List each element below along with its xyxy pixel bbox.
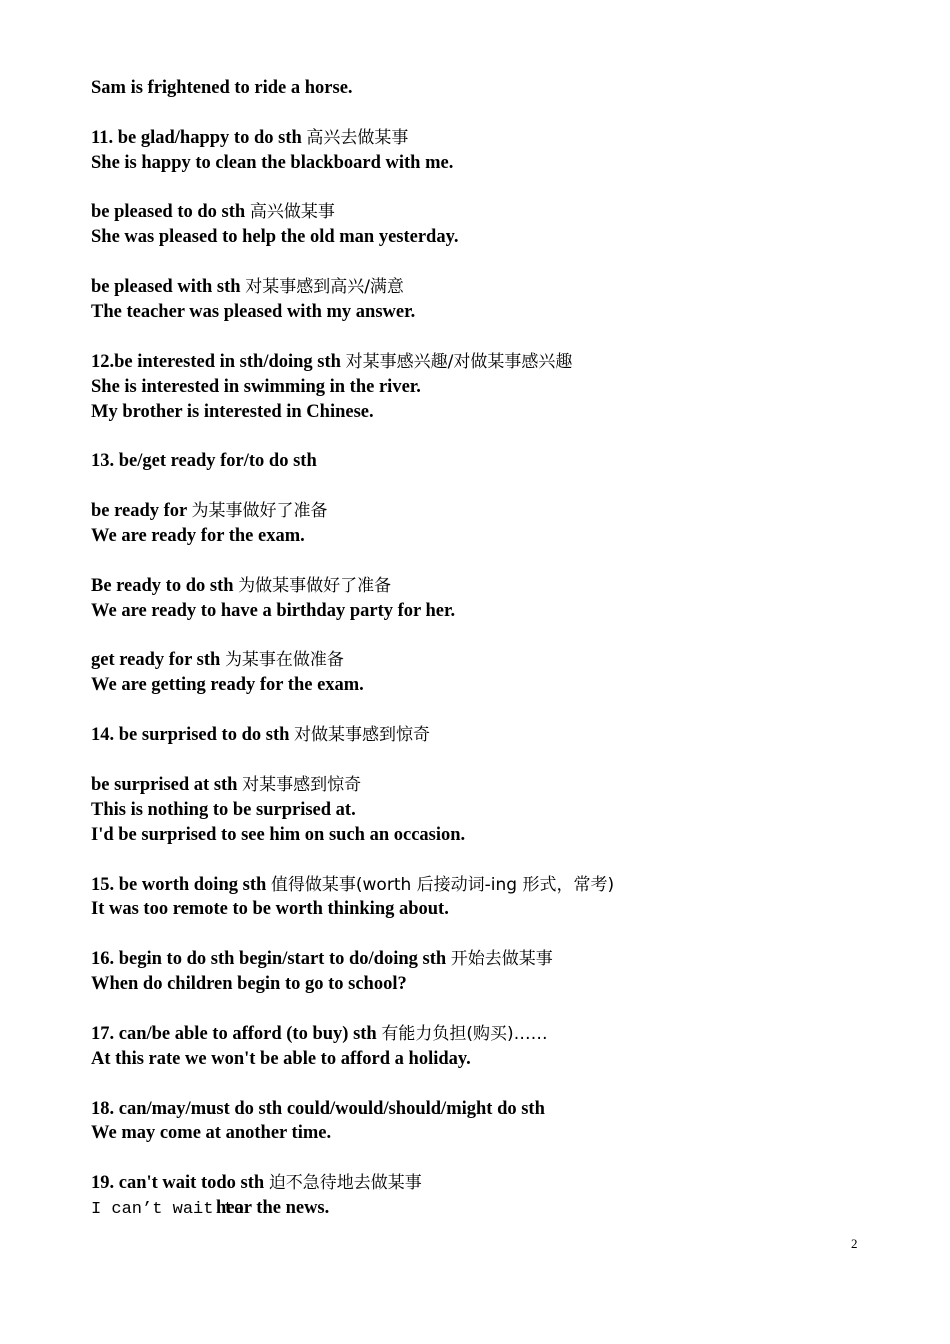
blank-line <box>91 176 911 201</box>
blank-line <box>91 997 911 1022</box>
english-text: When do children begin to go to school? <box>91 974 407 995</box>
page-number: 2 <box>851 1236 858 1251</box>
blank-line <box>91 474 911 499</box>
example-sentence <box>91 151 911 176</box>
mono-text-fragment: I can’t wait to <box>91 1200 245 1220</box>
example-sentence <box>91 76 911 101</box>
phrase-line <box>91 723 911 748</box>
chinese-meaning: 高兴去做某事 <box>306 127 409 148</box>
example-sentence <box>91 1047 911 1072</box>
english-text: 14. be surprised to do sth <box>91 725 295 746</box>
chinese-meaning: 有能力负担(购买)…… <box>381 1023 548 1044</box>
example-sentence <box>91 225 911 250</box>
english-text: We may come at another time. <box>91 1123 332 1144</box>
example-sentence <box>91 1097 911 1122</box>
example-sentence <box>91 300 911 325</box>
english-text: She was pleased to help the old man yesterday. <box>91 227 459 248</box>
chinese-meaning: 为某事在做准备 <box>224 650 344 671</box>
example-sentence <box>91 823 911 848</box>
english-text: Be ready to do sth <box>91 575 239 596</box>
english-text: be pleased to do sth <box>91 202 250 223</box>
chinese-meaning: 对某事感兴趣/对做某事感兴趣 <box>345 351 573 372</box>
chinese-meaning: 为做某事做好了准备 <box>238 575 392 596</box>
chinese-meaning: 值得做某事(worth 后接动词-ing 形式，常考) <box>270 874 615 895</box>
phrase-line <box>91 200 911 225</box>
english-text: She is happy to clean the blackboard with me. <box>91 152 454 173</box>
english-text: We are ready to have a birthday party for her. <box>91 600 456 621</box>
english-text: I'd be surprised to see him on such an occasion. <box>91 824 466 845</box>
blank-line <box>91 325 911 350</box>
english-text: We are getting ready for the exam. <box>91 675 364 696</box>
english-text: At this rate we won't be able to afford a holiday. <box>91 1048 471 1069</box>
chinese-meaning: 对某事感到惊奇 <box>242 774 362 795</box>
english-text: be pleased with sth <box>91 277 246 298</box>
blank-line <box>91 922 911 947</box>
english-text: We are ready for the exam. <box>91 526 305 547</box>
example-sentence <box>91 524 911 549</box>
english-text: 12.be interested in sth/doing sth <box>91 351 346 372</box>
english-text: This is nothing to be surprised at. <box>91 799 356 820</box>
english-text: She is interested in swimming in the river. <box>91 376 421 397</box>
phrase-line <box>91 499 911 524</box>
phrase-line <box>91 648 911 673</box>
blank-line <box>91 250 911 275</box>
chinese-meaning: 高兴做某事 <box>249 202 335 223</box>
english-text: 13. be/get ready for/to do sth <box>91 451 317 472</box>
chinese-meaning: 对某事感到高兴/满意 <box>245 277 404 298</box>
blank-line <box>91 698 911 723</box>
phrase-line <box>91 574 911 599</box>
english-text: 16. begin to do sth begin/start to do/doing sth <box>91 949 451 970</box>
phrase-line <box>91 873 911 898</box>
entry-list <box>91 76 911 1196</box>
example-sentence <box>91 400 911 425</box>
example-sentence <box>91 897 911 922</box>
phrase-line <box>91 126 911 151</box>
document-body <box>91 76 911 1221</box>
english-text: It was too remote to be worth thinking about. <box>91 899 449 920</box>
phrase-line <box>91 1171 911 1196</box>
example-sentence <box>91 599 911 624</box>
blank-line <box>91 1072 911 1097</box>
english-text: 19. can't wait todo sth <box>91 1173 269 1194</box>
english-text: 18. can/may/must do sth could/would/should/might do sth <box>91 1098 545 1119</box>
english-text: 11. be glad/happy to do sth <box>91 127 307 148</box>
phrase-line <box>91 350 911 375</box>
blank-line <box>91 848 911 873</box>
blank-line <box>91 424 911 449</box>
blank-line <box>91 1146 911 1171</box>
example-sentence <box>91 1121 911 1146</box>
phrase-line <box>91 275 911 300</box>
english-text: be ready for <box>91 501 192 522</box>
english-text: My brother is interested in Chinese. <box>91 401 374 422</box>
phrase-line <box>91 947 911 972</box>
phrase-line <box>91 1022 911 1047</box>
example-sentence <box>91 449 911 474</box>
english-text: The teacher was pleased with my answer. <box>91 302 416 323</box>
english-text: be surprised at sth <box>91 774 243 795</box>
example-sentence-last <box>91 1196 911 1221</box>
blank-line <box>91 101 911 126</box>
blank-line <box>91 748 911 773</box>
chinese-meaning: 为某事做好了准备 <box>191 501 328 522</box>
example-sentence <box>91 798 911 823</box>
english-text: get ready for sth <box>91 650 225 671</box>
example-sentence <box>91 375 911 400</box>
example-sentence <box>91 673 911 698</box>
blank-line <box>91 624 911 649</box>
chinese-meaning: 迫不急待地去做某事 <box>268 1173 422 1194</box>
phrase-line <box>91 773 911 798</box>
english-text: 17. can/be able to afford (to buy) sth <box>91 1023 382 1044</box>
bold-text-fragment: hear the news. <box>216 1198 330 1219</box>
blank-line <box>91 549 911 574</box>
english-text: Sam is frightened to ride a horse. <box>91 78 353 98</box>
example-sentence <box>91 972 911 997</box>
chinese-meaning: 对做某事感到惊奇 <box>294 725 431 746</box>
english-text: 15. be worth doing sth <box>91 874 271 895</box>
chinese-meaning: 开始去做某事 <box>450 949 553 970</box>
